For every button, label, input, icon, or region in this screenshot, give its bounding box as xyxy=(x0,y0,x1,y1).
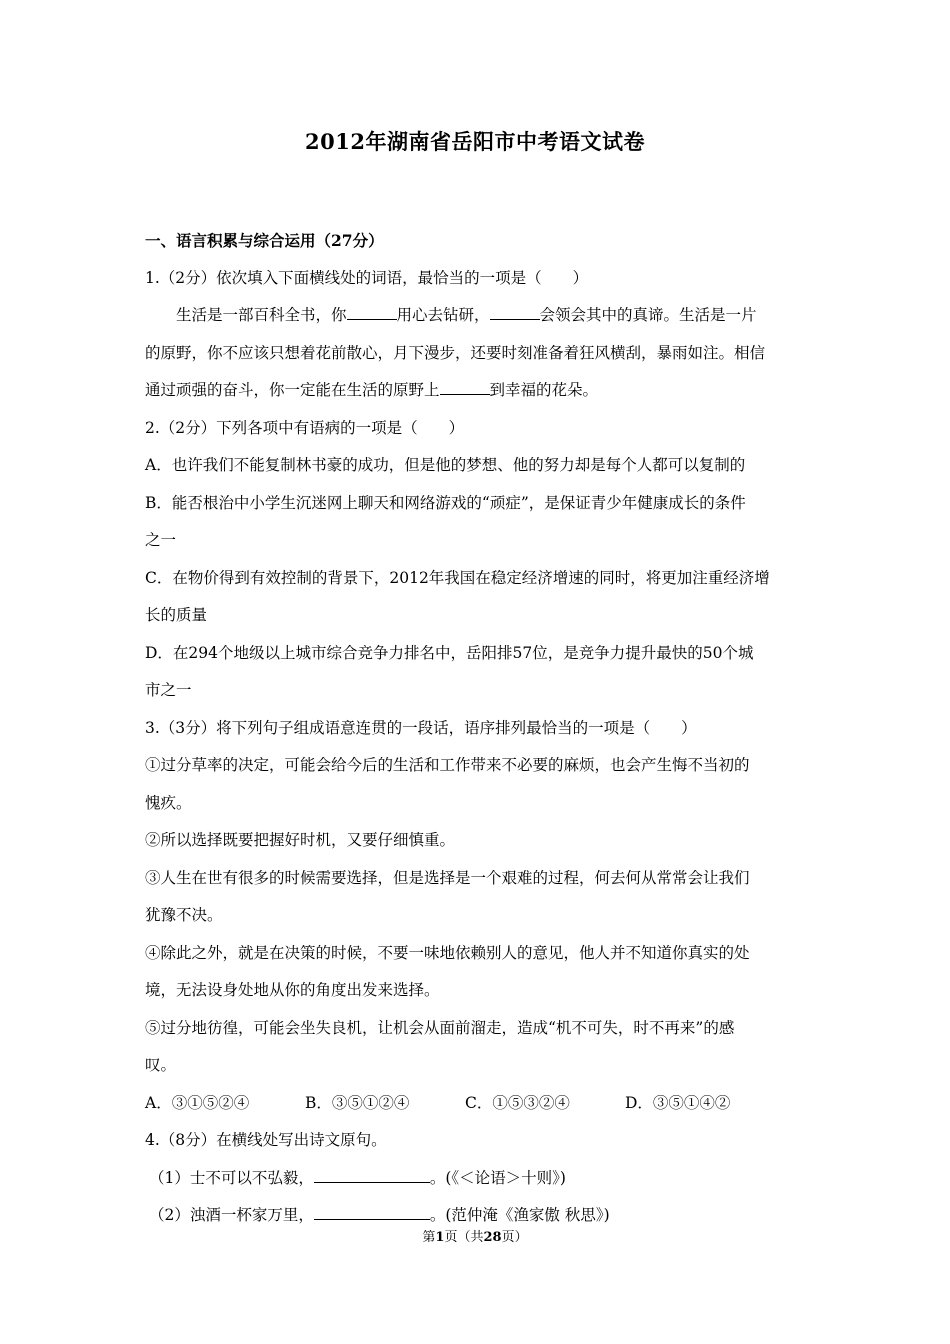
question-1-passage-line-2: 的原野，你不应该只想着花前散心，月下漫步，还要时刻准备着狂风横刮，暴雨如注。相信 xyxy=(145,343,766,362)
question-3-option-a: A．③①⑤②④ xyxy=(145,1093,250,1112)
question-3-options xyxy=(145,1085,809,1123)
fill-blank-5 xyxy=(314,1201,430,1220)
question-2-option-d-cont: 市之一 xyxy=(145,681,192,699)
question-2-option-b-cont: 之一 xyxy=(145,531,177,549)
item-source: 。(《＜论语＞十则》) xyxy=(429,1168,566,1187)
question-2-option-d: D．在294个地级以上城市综合竞争力排名中，岳阳排57位，是竞争力提升最快的50个城 xyxy=(145,643,754,662)
question-4-item-1 xyxy=(145,1160,809,1198)
question-3-sentence-5-cont: 叹。 xyxy=(145,1056,177,1074)
question-3-sentence-1-cont: 愧疚。 xyxy=(145,793,192,812)
question-3-sentence-1: ①过分草率的决定，可能会给今后的生活和工作带来不必要的麻烦，也会产生悔不当初的 xyxy=(145,756,750,774)
section-heading: 一、语言积累与综合运用（27分） xyxy=(145,231,384,250)
question-3-sentence-3-cont: 犹豫不决。 xyxy=(145,906,223,924)
passage-text: 会领会其中的真谛。生活是一片 xyxy=(539,306,757,324)
question-2-option-b: B．能否根治中小学生沉迷网上聊天和网络游戏的“顽症”，是保证青少年健康成长的条件 xyxy=(145,493,746,512)
question-3-option-b: B．③⑤①②④ xyxy=(305,1093,410,1112)
page-title: 2012年湖南省岳阳市中考语文试卷 xyxy=(305,129,645,154)
question-4-stem: 4.（8分）在横线处写出诗文原句。 xyxy=(145,1131,387,1149)
question-3-option-c: C．①⑤③②④ xyxy=(465,1093,570,1112)
item-text: （1）士不可以不弘毅， xyxy=(149,1168,314,1187)
current-page-number: 1 xyxy=(435,1230,445,1245)
fill-blank-2 xyxy=(490,301,540,320)
item-source: 。(范仲淹《渔家傲 秋思》) xyxy=(429,1206,610,1224)
footer-text: 页（共 xyxy=(444,1230,484,1245)
item-text: （2）浊酒一杯家万里， xyxy=(149,1206,314,1224)
exam-content xyxy=(145,222,809,1235)
footer-text: 页） xyxy=(501,1230,528,1245)
question-3-sentence-5: ⑤过分地彷徨，可能会坐失良机，让机会从面前溜走，造成“机不可失，时不再来”的感 xyxy=(145,1018,735,1037)
question-1-passage-line-3 xyxy=(145,372,809,410)
question-3-option-d: D．③⑤①④② xyxy=(625,1093,731,1112)
question-1-stem: 1.（2分）依次填入下面横线处的词语，最恰当的一项是（ ） xyxy=(145,268,589,287)
passage-text: 通过顽强的奋斗，你一定能在生活的原野上 xyxy=(145,381,440,399)
passage-text: 到幸福的花朵。 xyxy=(489,381,599,399)
question-2-stem: 2.（2分）下列各项中有语病的一项是（ ） xyxy=(145,418,465,437)
question-3-stem: 3.（3分）将下列句子组成语意连贯的一段话，语序排列最恰当的一项是（ ） xyxy=(145,718,697,737)
question-2-option-a: A．也许我们不能复制林书豪的成功，但是他的梦想、他的努力却是每个人都可以复制的 xyxy=(145,456,746,474)
footer-text: 第 xyxy=(422,1230,436,1245)
fill-blank-1 xyxy=(347,301,397,320)
fill-blank-4 xyxy=(314,1164,430,1183)
passage-text: 用心去钻研， xyxy=(396,306,490,324)
question-3-sentence-4-cont: 境，无法设身处地从你的角度出发来选择。 xyxy=(145,981,440,999)
passage-text: 生活是一部百科全书，你 xyxy=(176,306,347,324)
question-2-option-c-cont: 长的质量 xyxy=(145,606,208,624)
total-page-count: 28 xyxy=(483,1230,502,1245)
fill-blank-3 xyxy=(440,376,490,395)
question-2-option-c: C．在物价得到有效控制的背景下，2012年我国在稳定经济增速的同时，将更加注重经济增 xyxy=(145,568,770,587)
question-3-sentence-2: ②所以选择既要把握好时机，又要仔细慎重。 xyxy=(145,831,456,849)
question-3-sentence-4: ④除此之外，就是在决策的时候，不要一味地依赖别人的意见，他人并不知道你真实的处 xyxy=(145,943,750,962)
page-footer xyxy=(0,1226,950,1245)
question-3-sentence-3: ③人生在世有很多的时候需要选择，但是选择是一个艰难的过程，何去何从常常会让我们 xyxy=(145,868,750,887)
question-1-passage-line-1 xyxy=(145,297,809,335)
